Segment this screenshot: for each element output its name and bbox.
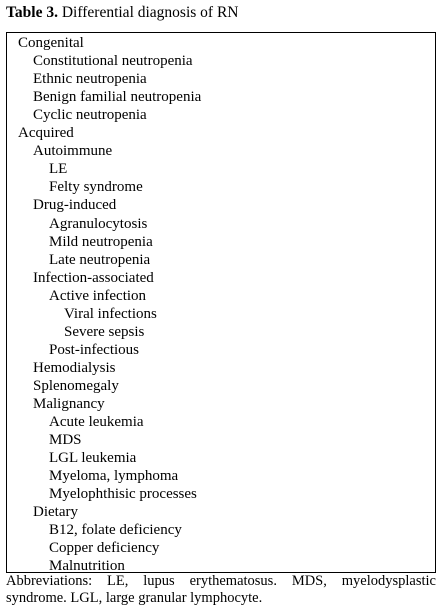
table-row: Congenital xyxy=(18,35,84,51)
table-row: LE xyxy=(49,161,68,178)
table-row: Drug-induced xyxy=(33,197,117,214)
table-row: Splenomegaly xyxy=(33,377,119,394)
table-row: Active infection xyxy=(49,287,147,304)
table-title: Differential diagnosis of RN xyxy=(57,4,239,21)
table-row: Mild neutropenia xyxy=(49,233,153,250)
table-footnote: Abbreviations: LE, lupus erythematosus. MDS, myelodysplastic syndrome. LGL, large granular lymphocyte. xyxy=(6,573,436,606)
table-row: LGL leukemia xyxy=(49,450,137,467)
table-row: Cyclic neutropenia xyxy=(33,107,147,124)
table-row: MDS xyxy=(49,432,82,449)
diagnosis-table xyxy=(6,32,436,573)
table-row: Dietary xyxy=(33,504,78,521)
table-row: Malnutrition xyxy=(49,558,125,575)
table-caption xyxy=(6,3,239,22)
table-row: Acquired xyxy=(18,125,74,142)
table-row: Myeloma, lymphoma xyxy=(49,468,179,485)
table-row: Autoimmune xyxy=(33,143,113,160)
table-row: Agranulocytosis xyxy=(49,215,148,232)
table-row: Copper deficiency xyxy=(49,540,160,557)
table-row: Post-infectious xyxy=(49,341,139,358)
table-row: B12, folate deficiency xyxy=(49,522,182,539)
table-row: Constitutional neutropenia xyxy=(33,53,193,70)
table-row: Malignancy xyxy=(33,396,105,412)
table-row: Late neutropenia xyxy=(49,251,151,268)
table-number: Table 3. xyxy=(6,4,58,21)
table-row: Ethnic neutropenia xyxy=(33,71,147,88)
table-row: Severe sepsis xyxy=(64,323,145,340)
table-row: Infection-associated xyxy=(33,269,154,286)
table-row: Acute leukemia xyxy=(49,414,144,431)
table-row: Hemodialysis xyxy=(33,359,116,376)
table-row: Viral infections xyxy=(64,305,157,322)
table-row: Myelophthisic processes xyxy=(49,486,197,503)
table-row: Felty syndrome xyxy=(49,179,143,196)
table-row: Benign familial neutropenia xyxy=(33,89,202,106)
